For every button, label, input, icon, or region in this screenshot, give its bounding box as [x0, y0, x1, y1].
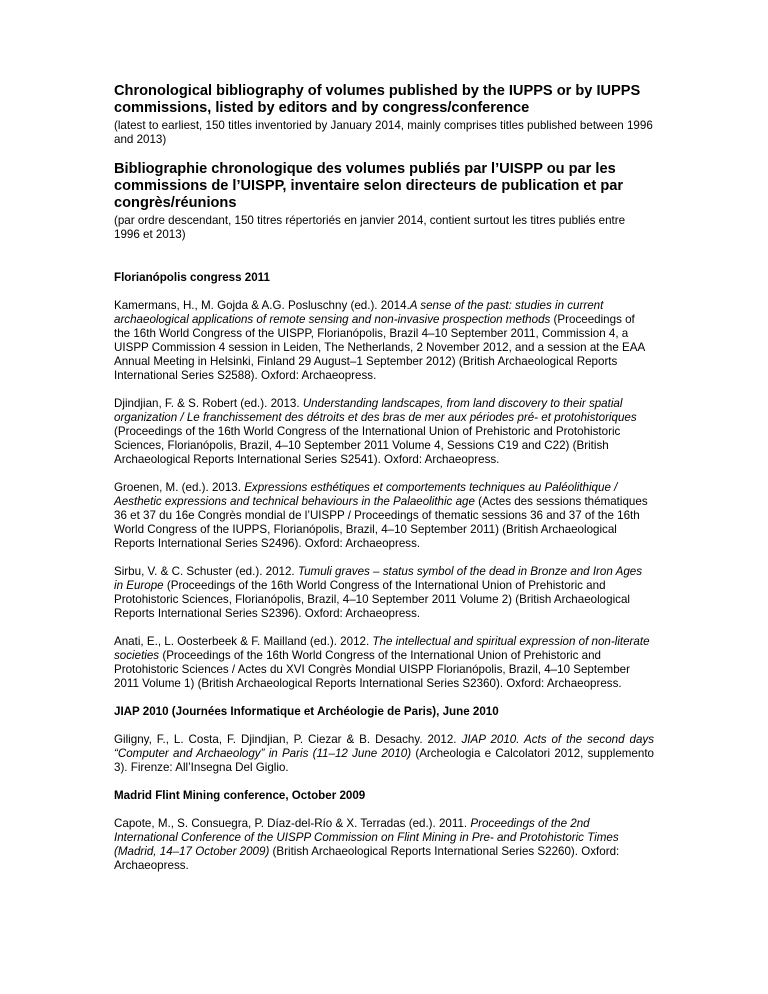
- entry-title: Understanding landscapes, from land discovery to their spatial organization / Le franchissement des détroits et des bras de mer aux périodes pré- et protohistoriques: [114, 397, 637, 424]
- subtitle-english: (latest to earliest, 150 titles inventoried by January 2014, mainly comprises titles published between 1996 and 2013): [114, 119, 653, 146]
- subtitle-french: (par ordre descendant, 150 titres répertoriés en janvier 2014, contient surtout les titres publiés entre 1996 et 2013): [114, 214, 626, 241]
- section-heading-madrid: Madrid Flint Mining conference, October 2009: [114, 789, 366, 802]
- bibliography-entry: [114, 817, 654, 873]
- bibliography-entry: [114, 565, 654, 621]
- entry-details: (Proceedings of the 16th World Congress of the International Union of Prehistoric and Protohistoric Sciences, Florianópolis, Brazil, 4–10 September 2011 Volume 2) (British Archaeological Reports International Series S2396). Oxford: Archaeopress.: [114, 579, 630, 620]
- entry-authors: Kamermans, H., M. Gojda & A.G. Posluschny (ed.). 2014.: [114, 299, 410, 312]
- bibliography-entry: [114, 481, 654, 551]
- entry-authors: Anati, E., L. Oosterbeek & F. Mailland (ed.). 2012.: [114, 635, 373, 648]
- entry-title: Proceedings of the 2nd International Conference of the UISPP Commission on Flint Mining in Pre- and Protohistoric Times (Madrid, 14–17 October 2009): [114, 817, 619, 858]
- entry-authors: Capote, M., S. Consuegra, P. Díaz-del-Río & X. Terradas (ed.). 2011.: [114, 817, 471, 830]
- entry-details: (Actes des sessions thématiques 36 et 37 du 16e Congrès mondial de l’UISPP / Proceedings of thematic sessions 36 and 37 of the 16th World Congress of the IUPPS, Florianópolis, Brazil, 4–10 September 2011) (British Archaeological Reports International Series S2496). Oxford: Archaeopress.: [114, 495, 648, 550]
- entry-title: JIAP 2010. Acts of the second days “Computer and Archaeology” in Paris (11–12 June 2010): [114, 733, 654, 760]
- entry-authors: Sirbu, V. & C. Schuster (ed.). 2012.: [114, 565, 298, 578]
- entry-authors: Groenen, M. (ed.). 2013.: [114, 481, 245, 494]
- entry-authors: Giligny, F., L. Costa, F. Djindjian, P. Ciezar & B. Desachy. 2012.: [114, 733, 462, 746]
- title-french: Bibliographie chronologique des volumes publiés par l’UISPP ou par les commissions de l’UISPP, inventaire selon directeurs de publication et par congrès/réunions: [114, 161, 624, 211]
- section-heading-jiap: JIAP 2010 (Journées Informatique et Archéologie de Paris), June 2010: [114, 705, 499, 718]
- entry-authors: Djindjian, F. & S. Robert (ed.). 2013.: [114, 397, 303, 410]
- title-english: Chronological bibliography of volumes published by the IUPPS or by IUPPS commissions, listed by editors and by congress/conference: [114, 83, 641, 116]
- entry-title: The intellectual and spiritual expression of non-literate societies: [114, 635, 650, 662]
- entry-title: Tumuli graves – status symbol of the dead in Bronze and Iron Ages in Europe: [114, 565, 643, 592]
- bibliography-entry: [114, 397, 654, 467]
- entry-details: (Proceedings of the 16th World Congress of the International Union of Prehistoric and Protohistoric Sciences, Florianópolis, Brazil, 4–10 September 2011 Volume 4, Sessions C19 and C22) (British Archaeological Reports International Series S2541). Oxford: Archaeopress.: [114, 425, 621, 466]
- bibliography-entry: [114, 635, 654, 691]
- bibliography-entry: [114, 733, 654, 775]
- section-heading-florianopolis: Florianópolis congress 2011: [114, 271, 270, 284]
- document-page: [114, 83, 654, 873]
- entry-title: A sense of the past: studies in current archaeological applications of remote sensing and non-invasive prospection methods: [114, 299, 604, 326]
- entry-details: (Archeologia e Calcolatori 2012, supplemento 3). Firenze: All’Insegna Del Giglio.: [114, 747, 654, 774]
- entry-details: (British Archaeological Reports International Series S2260). Oxford: Archaeopress.: [114, 845, 620, 872]
- entry-details: (Proceedings of the 16th World Congress of the International Union of Prehistoric and Protohistoric Sciences / Actes du XVI Congrès Mondial UISPP Florianópolis, Brazil, 4–10 September 2011 Volume 1) (British Archaeological Reports International Series S2360). Oxford: Archaeopress.: [114, 649, 630, 690]
- bibliography-entry: [114, 299, 654, 383]
- entry-title: Expressions esthétiques et comportements techniques au Paléolithique / Aesthetic expressions and technical behaviours in the Palaeolithic age: [114, 481, 618, 508]
- entry-details: (Proceedings of the 16th World Congress of the UISPP, Florianópolis, Brazil 4–10 September 2011, Commission 4, a UISPP Commission 4 session in Leiden, The Netherlands, 2 November 2012, and a session at the EAA Annual Meeting in Helsinki, Finland 29 August–1 September 2012) (British Archaeological Reports International Series S2588). Oxford: Archaeopress.: [114, 313, 645, 382]
